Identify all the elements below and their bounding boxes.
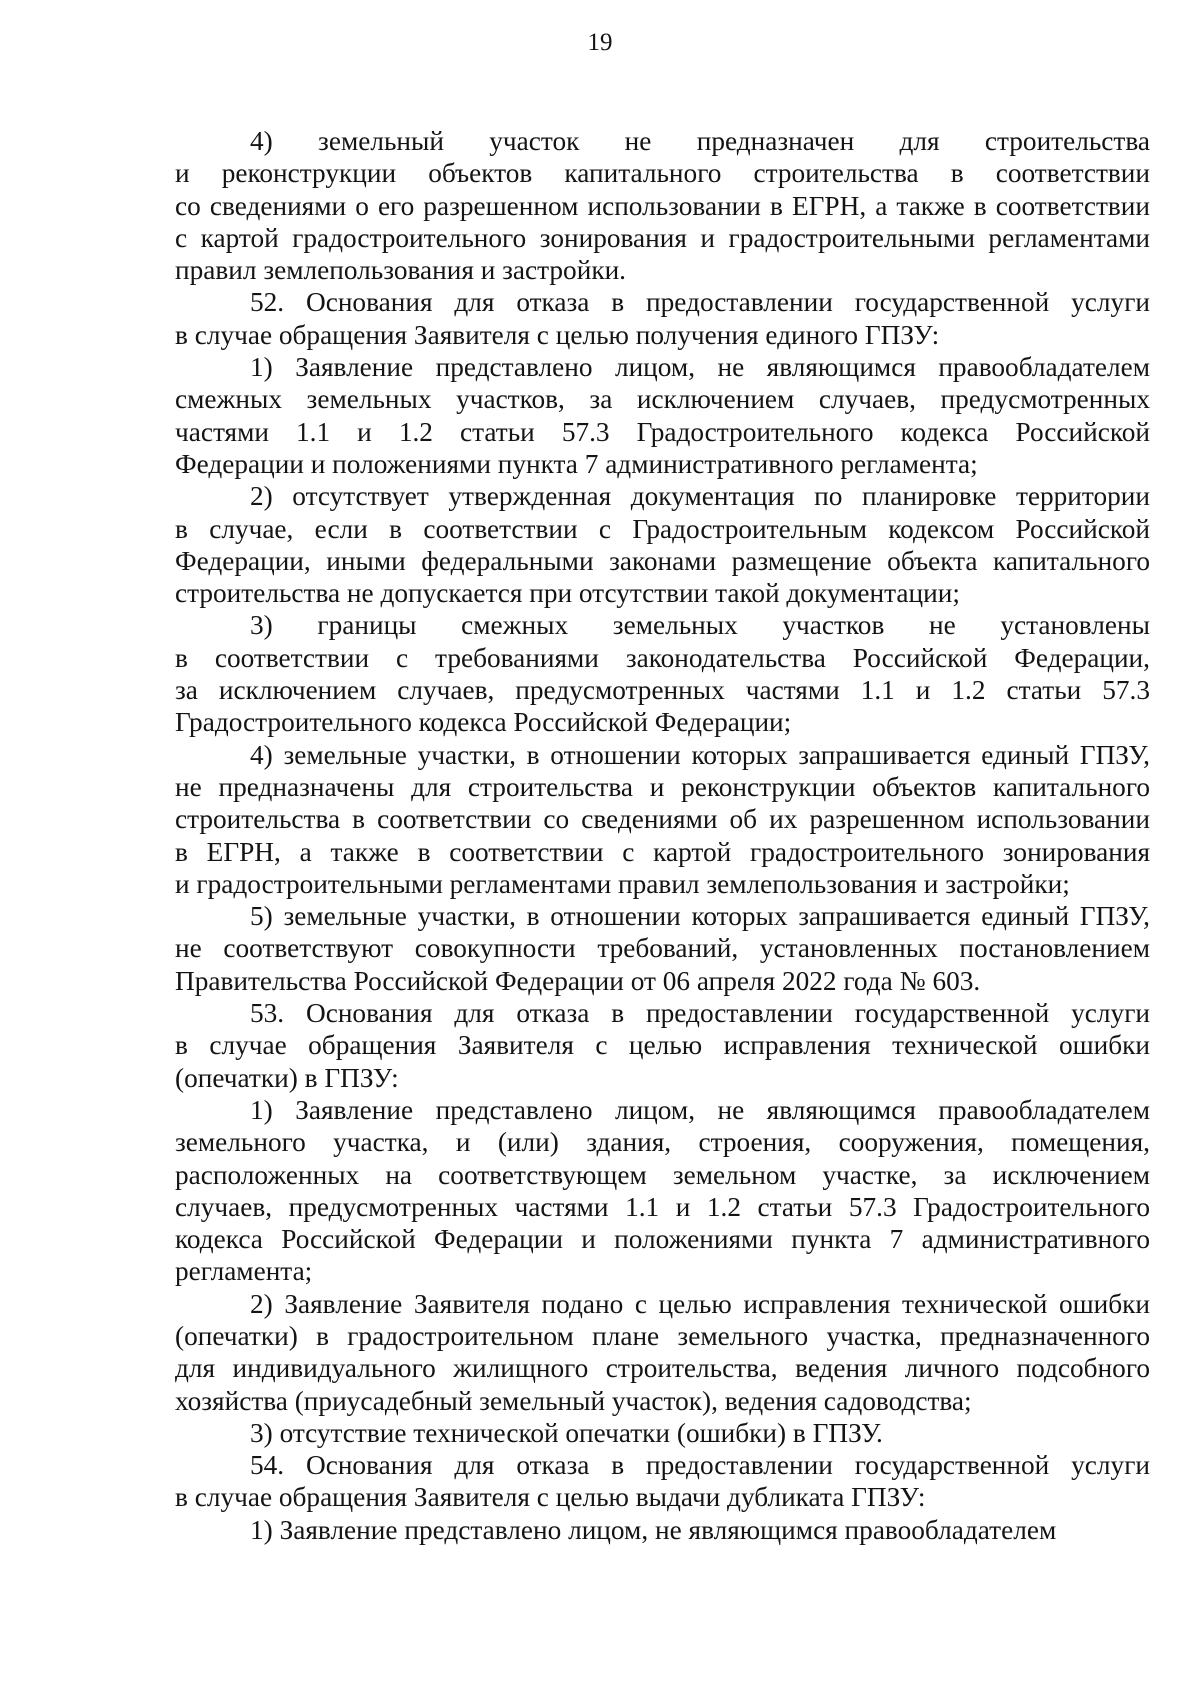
text-line: 53. Основания для отказа в предоставлении государственной услуги [250, 998, 1150, 1029]
text-line: Федерации и положениями пункта 7 административного регламента; [175, 448, 978, 479]
text-line: кодекса Российской Федерации и положениями пункта 7 административного [175, 1224, 1150, 1255]
text-line: 54. Основания для отказа в предоставлении государственной услуги [250, 1450, 1150, 1481]
text-line: хозяйства (приусадебный земельный участок), ведения садоводства; [175, 1385, 972, 1416]
text-line: за исключением случаев, предусмотренных частями 1.1 и 1.2 статьи 57.3 [175, 675, 1150, 706]
paragraph-item-53-1 [175, 1094, 1150, 1288]
text-line: 4) земельные участки, в отношении которых запрашивается единый ГПЗУ, [250, 739, 1150, 770]
text-line: с картой градостроительного зонирования и градостроительными регламентами [175, 222, 1150, 253]
paragraph-item-53 [175, 997, 1150, 1094]
document-body [175, 125, 1150, 1546]
text-line: строительства в соответствии со сведениями об их разрешенном использовании [175, 804, 1150, 835]
text-line: строительства не допускается при отсутствии такой документации; [175, 578, 960, 609]
text-line: 2) отсутствует утвержденная документация по планировке территории [250, 481, 1150, 512]
text-line: в случае обращения Заявителя с целью исправления технической ошибки [175, 1030, 1150, 1061]
text-line: не предназначены для строительства и реконструкции объектов капитального [175, 771, 1150, 802]
paragraph-item-54 [175, 1449, 1150, 1514]
page-number: 19 [587, 29, 613, 56]
paragraph-item-54-1 [175, 1514, 1150, 1546]
paragraph-item-52-5 [175, 900, 1150, 997]
text-line: и градостроительными регламентами правил землепользования и застройки; [175, 868, 1070, 899]
text-line: Федерации, иными федеральными законами размещение объекта капитального [175, 545, 1150, 576]
text-line: частями 1.1 и 1.2 статьи 57.3 Градостроительного кодекса Российской [175, 416, 1150, 447]
text-line: правил землепользования и застройки. [175, 255, 627, 286]
text-line: регламента; [175, 1256, 313, 1287]
text-line: в соответствии с требованиями законодательства Российской Федерации, [175, 642, 1150, 673]
text-line: 4) земельный участок не предназначен для строительства [250, 126, 1150, 156]
paragraph-item-52-2 [175, 480, 1150, 609]
text-line: для индивидуального жилищного строительства, ведения личного подсобного [175, 1353, 1150, 1384]
text-line: 1) Заявление представлено лицом, не являющимся правообладателем [250, 1094, 1150, 1125]
paragraph-item-53-2 [175, 1288, 1150, 1417]
text-line: 1) Заявление представлено лицом, не являющимся правообладателем [250, 1514, 1057, 1545]
text-line: 3) границы смежных земельных участков не установлены [250, 610, 1150, 641]
text-line: (опечатки) в ГПЗУ: [175, 1062, 399, 1093]
text-line: в случае, если в соответствии с Градостроительным кодексом Российской [175, 513, 1150, 544]
text-line: (опечатки) в градостроительном плане земельного участка, предназначенного [175, 1320, 1150, 1351]
paragraph-item-52-3 [175, 609, 1150, 738]
text-line: 3) отсутствие технической опечатки (ошибки) в ГПЗУ. [250, 1417, 883, 1448]
paragraph-item-53-3 [175, 1417, 1150, 1449]
text-line: 52. Основания для отказа в предоставлении государственной услуги [250, 287, 1150, 318]
paragraph-item-4 [175, 125, 1150, 286]
text-line: 1) Заявление представлено лицом, не являющимся правообладателем [250, 352, 1150, 383]
text-line: в ЕГРН, а также в соответствии с картой градостроительного зонирования [175, 836, 1150, 867]
text-line: 5) земельные участки, в отношении которых запрашивается единый ГПЗУ, [250, 901, 1150, 932]
text-line: 2) Заявление Заявителя подано с целью исправления технической ошибки [250, 1288, 1150, 1319]
text-line: смежных земельных участков, за исключением случаев, предусмотренных [175, 384, 1150, 415]
paragraph-item-52 [175, 286, 1150, 351]
paragraph-item-52-1 [175, 351, 1150, 480]
text-line: расположенных на соответствующем земельном участке, за исключением [175, 1159, 1150, 1190]
text-line: со сведениями о его разрешенном использовании в ЕГРН, а также в соответствии [175, 190, 1150, 221]
text-line: земельного участка, и (или) здания, строения, сооружения, помещения, [175, 1127, 1150, 1158]
text-line: Градостроительного кодекса Российской Федерации; [175, 707, 792, 738]
text-line: не соответствуют совокупности требований, установленных постановлением [175, 933, 1150, 964]
text-line: случаев, предусмотренных частями 1.1 и 1.2 статьи 57.3 Градостроительного [175, 1191, 1150, 1222]
text-line: и реконструкции объектов капитального строительства в соответствии [175, 158, 1150, 189]
text-line: в случае обращения Заявителя с целью выдачи дубликата ГПЗУ: [175, 1482, 926, 1513]
text-line: в случае обращения Заявителя с целью получения единого ГПЗУ: [175, 319, 940, 350]
text-line: Правительства Российской Федерации от 06 апреля 2022 года № 603. [175, 965, 981, 996]
paragraph-item-52-4 [175, 739, 1150, 900]
